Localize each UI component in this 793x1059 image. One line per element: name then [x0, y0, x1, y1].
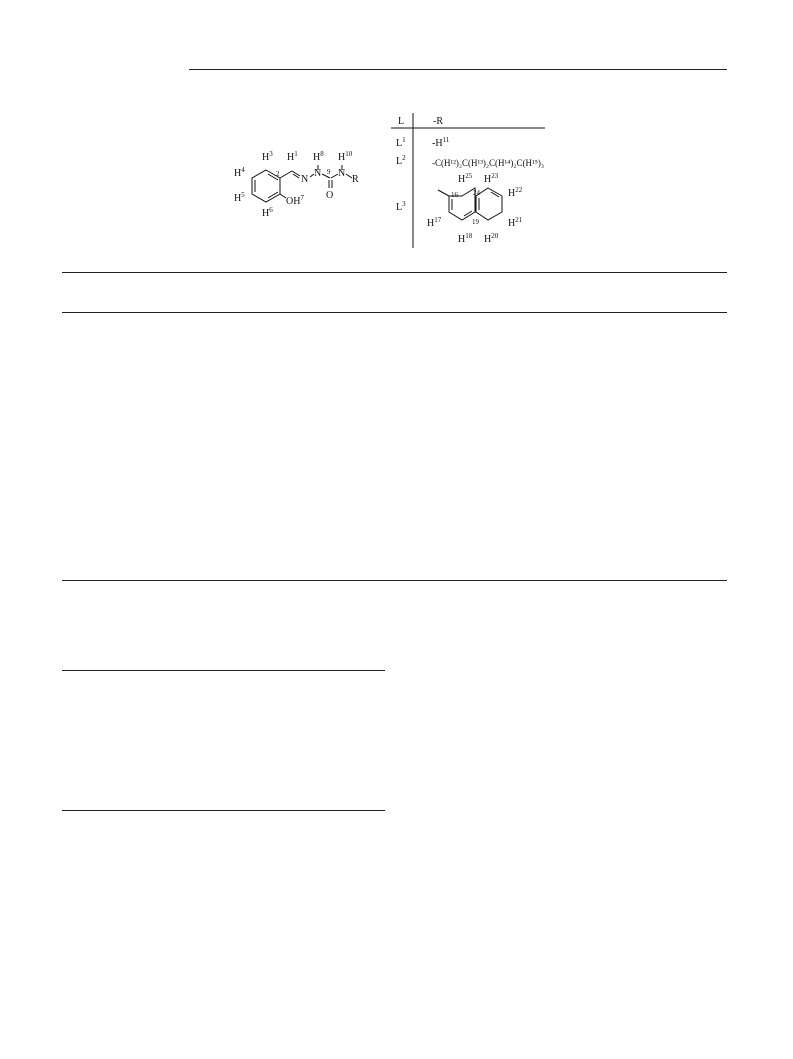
- h3-label: $H^3$: [262, 150, 273, 163]
- h8-label: $H^8$: [313, 150, 324, 163]
- c2-label: 2: [276, 170, 280, 178]
- legend-header-r: -R: [433, 116, 443, 127]
- legend-l2: $L^2$: [396, 154, 406, 167]
- h22-label: $H^{22}$: [508, 186, 523, 199]
- h10-label: $H^{10}$: [338, 150, 353, 163]
- c9-label: 9: [327, 168, 331, 176]
- h23-label: $H^{23}$: [484, 172, 499, 185]
- h20-label: $H^{20}$: [484, 232, 499, 245]
- c16-label: 16: [451, 191, 458, 199]
- h17-label: $H^{17}$: [427, 216, 442, 229]
- oh7-label: $OH^7$: [286, 194, 304, 207]
- chemical-structure-figure: [0, 0, 793, 260]
- table2-rule-1: [62, 670, 385, 671]
- n1-label: N: [301, 174, 309, 185]
- h5-label: $H^5$: [234, 191, 245, 204]
- o-label: O: [326, 190, 334, 201]
- n3-label: N: [338, 168, 346, 179]
- legend-l3: $L^3$: [396, 200, 406, 213]
- legend-header-l: L: [398, 116, 405, 127]
- h4-label: $H^4$: [234, 166, 245, 179]
- legend-l1-value: $-H^{11}$: [432, 136, 450, 149]
- h21-label: $H^{21}$: [508, 216, 523, 229]
- c24-label: 24: [473, 189, 480, 197]
- r-label: R: [352, 174, 359, 185]
- legend-l2-value: -C(H¹²)₂C(H¹³)₂C(H¹⁴)₂C(H¹⁵)₃: [432, 158, 544, 168]
- h25-label: $H^{25}$: [458, 172, 473, 185]
- table-rule-2: [62, 312, 727, 313]
- table-rule-1: [62, 272, 727, 273]
- h1-label: $H^1$: [287, 150, 298, 163]
- legend-table-lines: [391, 113, 545, 248]
- c19-label: 19: [472, 218, 479, 226]
- naphthalene-rings: [438, 188, 502, 220]
- table-rule-3: [62, 580, 727, 581]
- n2-label: N: [314, 168, 322, 179]
- h18-label: $H^{18}$: [458, 232, 473, 245]
- h6-label: $H^6$: [262, 206, 273, 219]
- table2-rule-2: [62, 810, 385, 811]
- legend-l1: $L^1$: [396, 136, 406, 149]
